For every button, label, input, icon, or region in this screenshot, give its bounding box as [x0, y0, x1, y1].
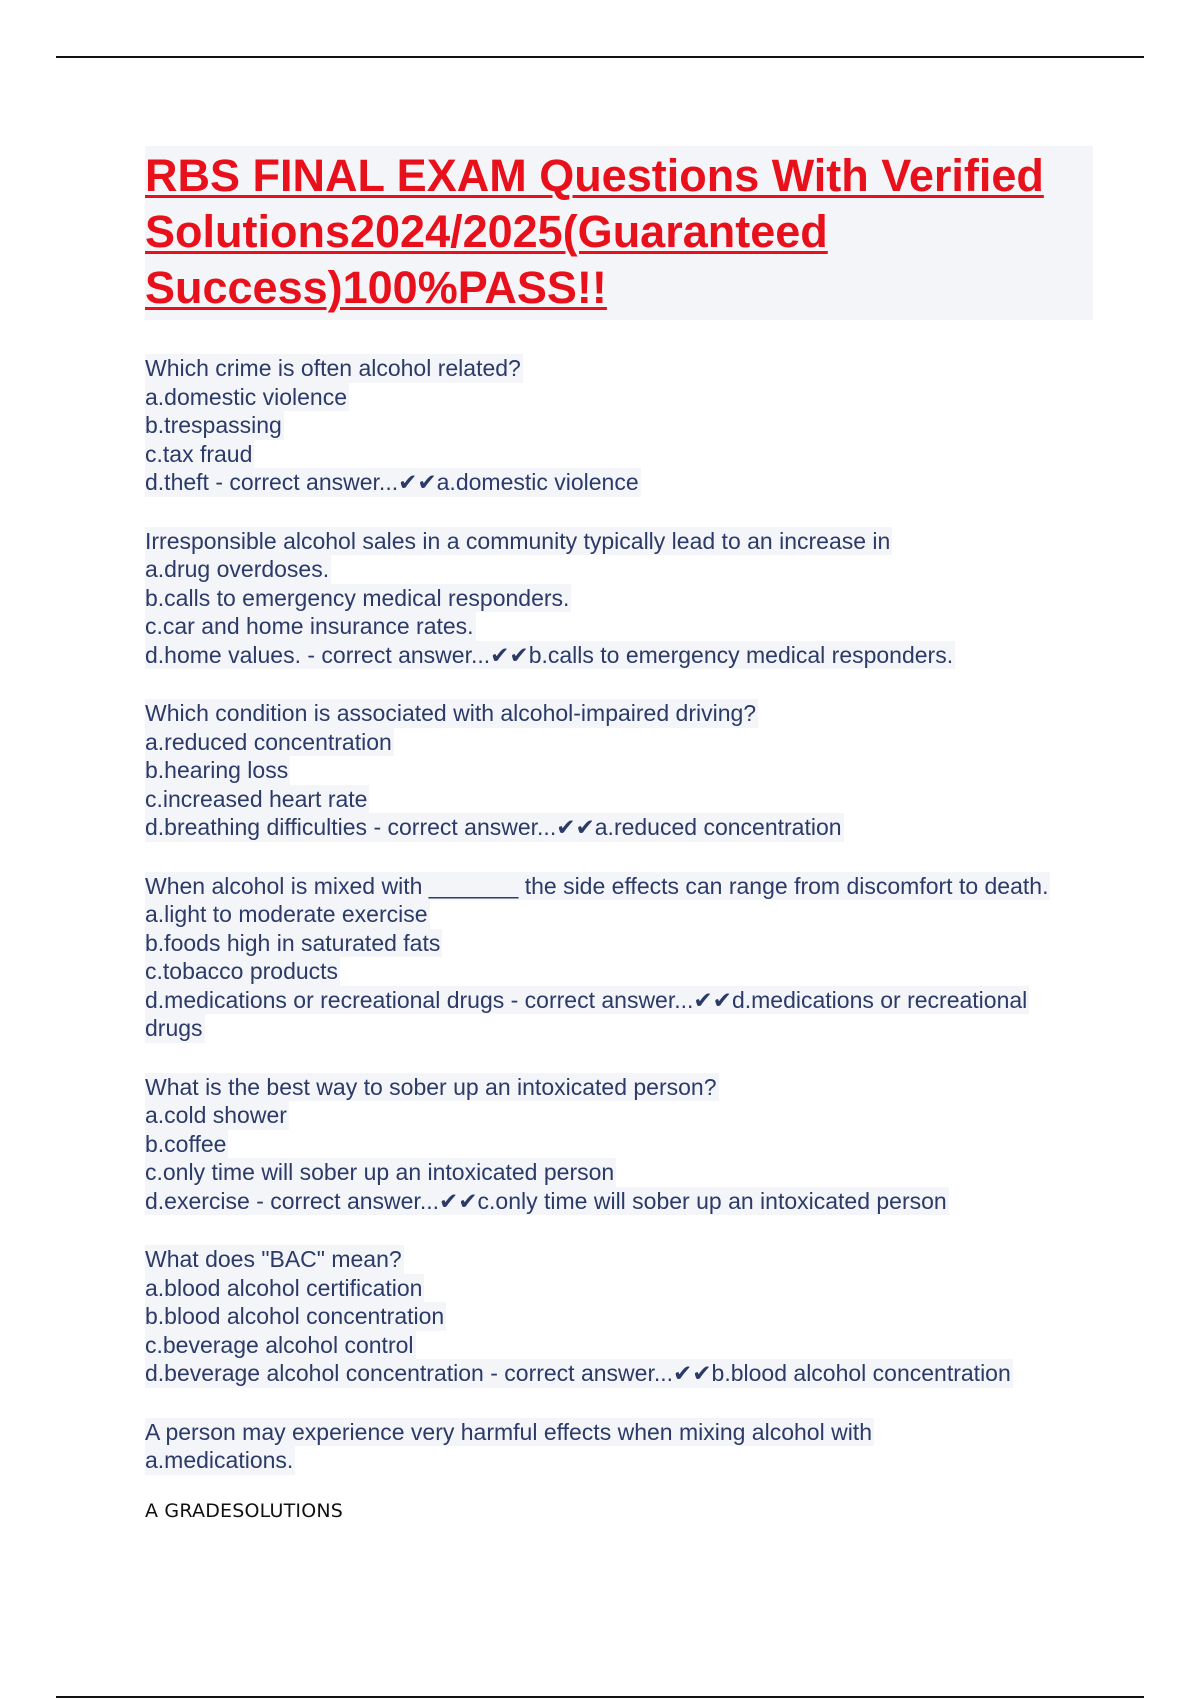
document-body — [145, 146, 1095, 1475]
question-block-1 — [145, 354, 1095, 497]
option-c: c.increased heart rate — [145, 785, 368, 812]
option-b: b.coffee — [145, 1130, 227, 1157]
question-text: What does "BAC" mean? — [145, 1246, 402, 1272]
title-block — [145, 146, 1093, 320]
option-c: c.only time will sober up an intoxicated person — [145, 1159, 615, 1185]
option-d-with-answer: d.theft - correct answer...✔✔a.domestic violence — [145, 469, 639, 495]
question-text: When alcohol is mixed with _______ the side effects can range from discomfort to death. — [145, 872, 1049, 899]
question-block-2 — [145, 527, 1095, 670]
option-d-with-answer: d.beverage alcohol concentration - correct answer...✔✔b.blood alcohol concentration — [145, 1360, 1011, 1386]
question-text: Which condition is associated with alcohol-impaired driving? — [145, 700, 757, 726]
option-b: b.foods high in saturated fats — [145, 929, 441, 956]
option-c: c.tax fraud — [145, 440, 253, 467]
option-c: c.tobacco products — [145, 958, 339, 984]
option-a: a.drug overdoses. — [145, 556, 330, 582]
bottom-rule — [56, 1696, 1144, 1698]
answer-continuation: drugs — [145, 1015, 203, 1041]
option-a: a.light to moderate exercise — [145, 901, 428, 927]
question-block-5 — [145, 1073, 1095, 1216]
question-text: Irresponsible alcohol sales in a community typically lead to an increase in — [145, 527, 891, 554]
document-title: RBS FINAL EXAM Questions With Verified Solutions2024/2025(Guaranteed Success)100%PASS!! — [145, 150, 1044, 313]
option-a: a.cold shower — [145, 1102, 287, 1128]
footer-brand: A GRADESOLUTIONS — [145, 1500, 344, 1522]
option-a: a.blood alcohol certification — [145, 1274, 423, 1301]
question-block-6 — [145, 1245, 1095, 1388]
option-c: c.beverage alcohol control — [145, 1331, 414, 1358]
question-block-7 — [145, 1418, 1095, 1475]
option-d-with-answer: d.medications or recreational drugs - correct answer...✔✔d.medications or recreational — [145, 986, 1028, 1013]
top-rule — [56, 56, 1144, 58]
option-a: a.reduced concentration — [145, 728, 392, 755]
question-text: A person may experience very harmful effects when mixing alcohol with — [145, 1418, 872, 1445]
option-d-with-answer: d.breathing difficulties - correct answer...✔✔a.reduced concentration — [145, 814, 842, 840]
option-a: a.medications. — [145, 1447, 294, 1473]
option-b: b.blood alcohol concentration — [145, 1303, 445, 1329]
option-d-with-answer: d.home values. - correct answer...✔✔b.calls to emergency medical responders. — [145, 641, 954, 668]
option-c: c.car and home insurance rates. — [145, 613, 474, 639]
option-a: a.domestic violence — [145, 383, 347, 410]
question-block-4 — [145, 872, 1095, 1043]
question-block-3 — [145, 699, 1095, 842]
option-b: b.hearing loss — [145, 757, 289, 783]
option-d-with-answer: d.exercise - correct answer...✔✔c.only time will sober up an intoxicated person — [145, 1187, 947, 1214]
option-b: b.trespassing — [145, 412, 282, 438]
question-text: What is the best way to sober up an intoxicated person? — [145, 1073, 717, 1100]
option-b: b.calls to emergency medical responders. — [145, 584, 570, 611]
question-text: Which crime is often alcohol related? — [145, 355, 521, 381]
